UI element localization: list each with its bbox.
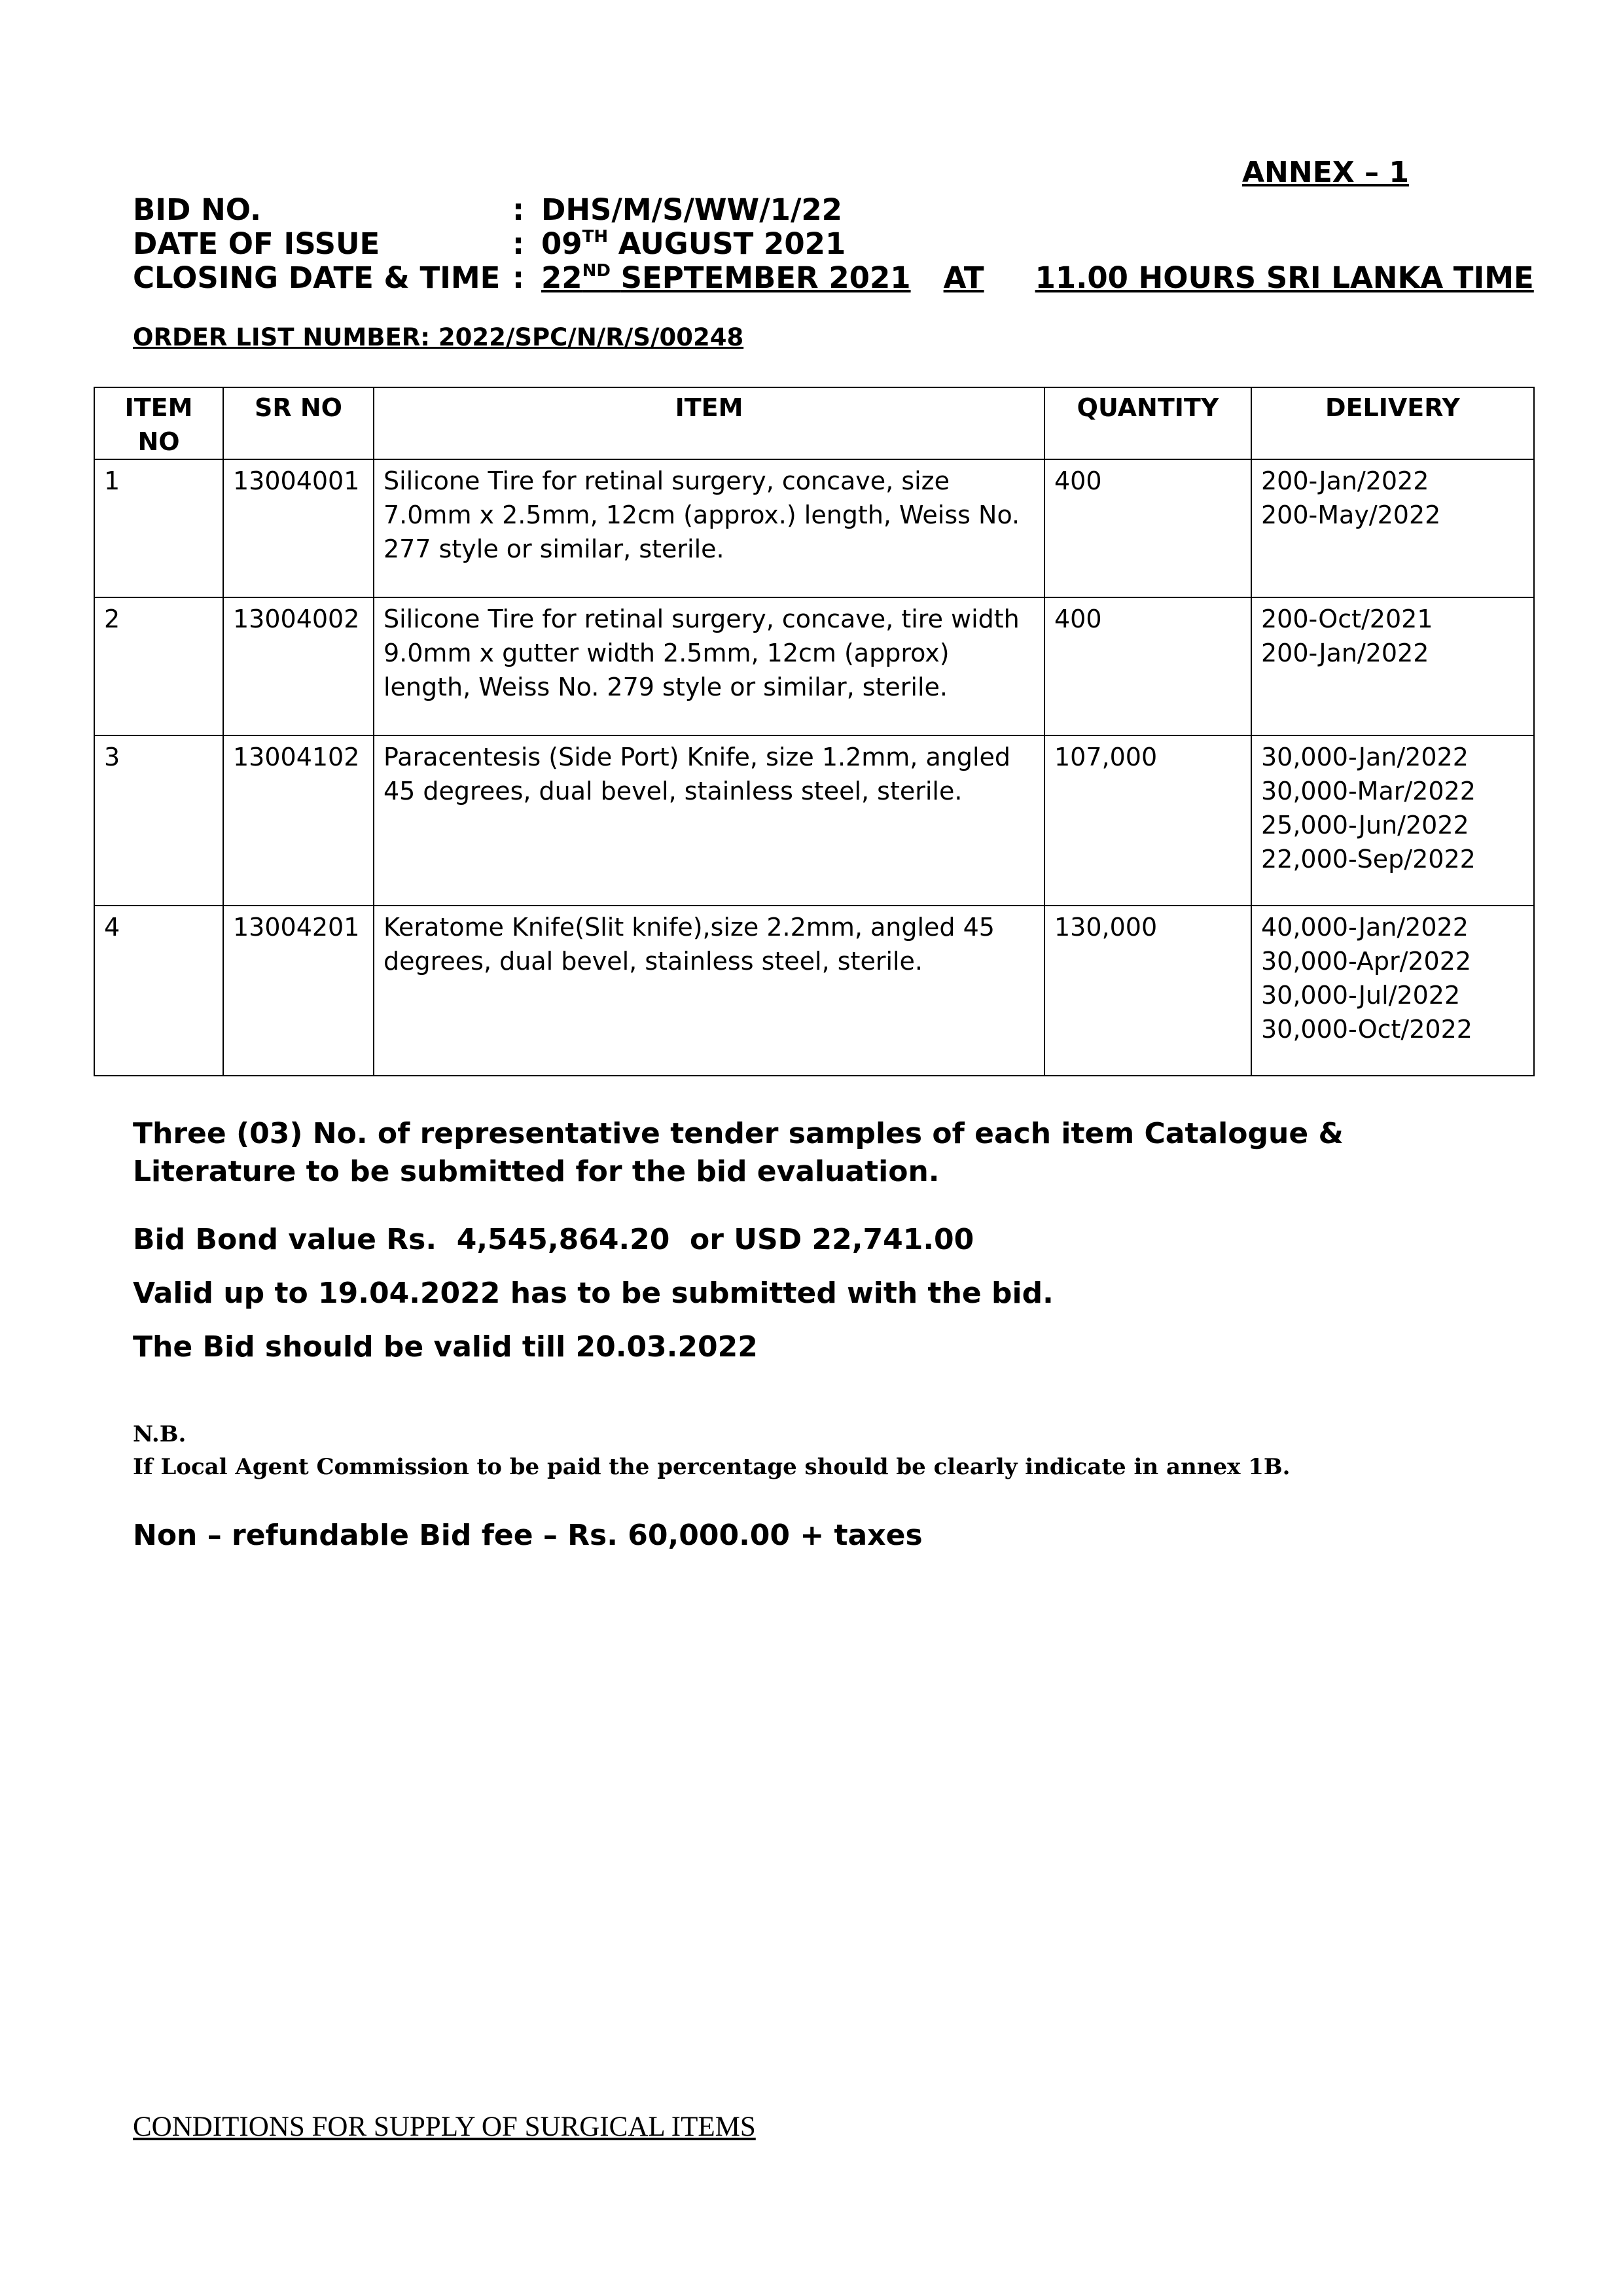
bid-no-line (133, 192, 842, 228)
item-description-cell: Keratome Knife(Slit knife),size 2.2mm, angled 45 degrees, dual bevel, stainless steel, sterile. (374, 906, 1044, 1076)
delivery-line: 200-Jan/2022 (1261, 639, 1429, 667)
valid-up-to: Valid up to 19.04.2022 has to be submitted with the bid. (133, 1277, 1054, 1310)
bid-valid-till: The Bid should be valid till 20.03.2022 (133, 1330, 758, 1364)
closing-rest: SEPTEMBER 2021 (620, 260, 911, 295)
quantity-cell: 400 (1044, 459, 1251, 597)
closing-date-label: CLOSING DATE & TIME (133, 260, 501, 295)
items-table (94, 387, 1535, 1076)
sr-no-cell: 13004002 (223, 597, 374, 735)
date-suffix: TH (582, 227, 609, 247)
delivery-cell (1251, 459, 1534, 597)
bid-no-label: BID NO. (133, 192, 262, 227)
delivery-cell (1251, 906, 1534, 1076)
delivery-cell (1251, 597, 1534, 735)
delivery-line: 22,000-Sep/2022 (1261, 845, 1476, 874)
bid-fee: Non – refundable Bid fee – Rs. 60,000.00 + taxes (133, 1519, 923, 1552)
delivery-line: 30,000-Oct/2022 (1261, 1015, 1472, 1044)
date-of-issue-label: DATE OF ISSUE (133, 226, 380, 261)
item-no-cell: 1 (94, 459, 223, 597)
item-no-cell: 3 (94, 735, 223, 906)
bid-bond-value: Bid Bond value Rs. 4,545,864.20 or USD 22,741.00 (133, 1223, 974, 1256)
colon: : (512, 226, 524, 261)
delivery-line: 200-Oct/2021 (1261, 605, 1433, 633)
item-description-cell: Silicone Tire for retinal surgery, concave, size 7.0mm x 2.5mm, 12cm (approx.) length, Weiss No. 277 style or similar, sterile. (374, 459, 1044, 597)
conditions-title: CONDITIONS FOR SUPPLY OF SURGICAL ITEMS (133, 2111, 756, 2142)
header-item: ITEM (374, 387, 1044, 459)
header-sr-no: SR NO (223, 387, 374, 459)
closing-suffix: ND (582, 261, 611, 281)
table-row (94, 906, 1534, 1076)
item-no-cell: 4 (94, 906, 223, 1076)
table-row (94, 459, 1534, 597)
header-item-no: ITEM NO (94, 387, 223, 459)
date-day: 09 (541, 226, 582, 261)
date-of-issue-line (133, 226, 846, 262)
sr-no-cell: 13004001 (223, 459, 374, 597)
delivery-line: 200-May/2022 (1261, 501, 1441, 529)
table-header-row (94, 387, 1534, 459)
table-row (94, 597, 1534, 735)
delivery-line: 25,000-Jun/2022 (1261, 811, 1469, 839)
quantity-cell: 130,000 (1044, 906, 1251, 1076)
quantity-cell: 400 (1044, 597, 1251, 735)
date-rest: AUGUST 2021 (618, 226, 846, 261)
item-description-cell: Paracentesis (Side Port) Knife, size 1.2mm, angled 45 degrees, dual bevel, stainless steel, sterile. (374, 735, 1044, 906)
nb-label: N.B. (133, 1421, 187, 1447)
delivery-cell (1251, 735, 1534, 906)
table-row (94, 735, 1534, 906)
samples-note: Three (03) No. of representative tender samples of each item Catalogue & Literature to be submitted for the bid evaluation. (133, 1117, 1344, 1188)
sr-no-cell: 13004201 (223, 906, 374, 1076)
quantity-cell: 107,000 (1044, 735, 1251, 906)
annex-label: ANNEX – 1 (1242, 156, 1409, 189)
colon: : (512, 192, 524, 227)
delivery-line: 200-Jan/2022 (1261, 467, 1429, 495)
bid-no-value: DHS/M/S/WW/1/22 (541, 192, 842, 227)
header-delivery: DELIVERY (1251, 387, 1534, 459)
delivery-line: 30,000-Jul/2022 (1261, 981, 1461, 1010)
closing-day: 22 (541, 260, 582, 295)
delivery-line: 40,000-Jan/2022 (1261, 913, 1469, 942)
delivery-line: 30,000-Mar/2022 (1261, 777, 1476, 805)
delivery-line: 30,000-Apr/2022 (1261, 947, 1472, 976)
sr-no-cell: 13004102 (223, 735, 374, 906)
header-quantity: QUANTITY (1044, 387, 1251, 459)
item-description-cell: Silicone Tire for retinal surgery, concave, tire width 9.0mm x gutter width 2.5mm, 12cm (approx) length, Weiss No. 279 style or similar, sterile. (374, 597, 1044, 735)
closing-date-line (133, 260, 1534, 296)
delivery-line: 30,000-Jan/2022 (1261, 743, 1469, 771)
colon: : (512, 260, 524, 295)
order-list-number: ORDER LIST NUMBER: 2022/SPC/N/R/S/00248 (133, 323, 744, 351)
nb-text: If Local Agent Commission to be paid the percentage should be clearly indicate in annex 1B. (133, 1454, 1291, 1480)
item-no-cell: 2 (94, 597, 223, 735)
closing-at: AT (943, 260, 984, 295)
closing-time: 11.00 HOURS SRI LANKA TIME (1035, 260, 1534, 295)
